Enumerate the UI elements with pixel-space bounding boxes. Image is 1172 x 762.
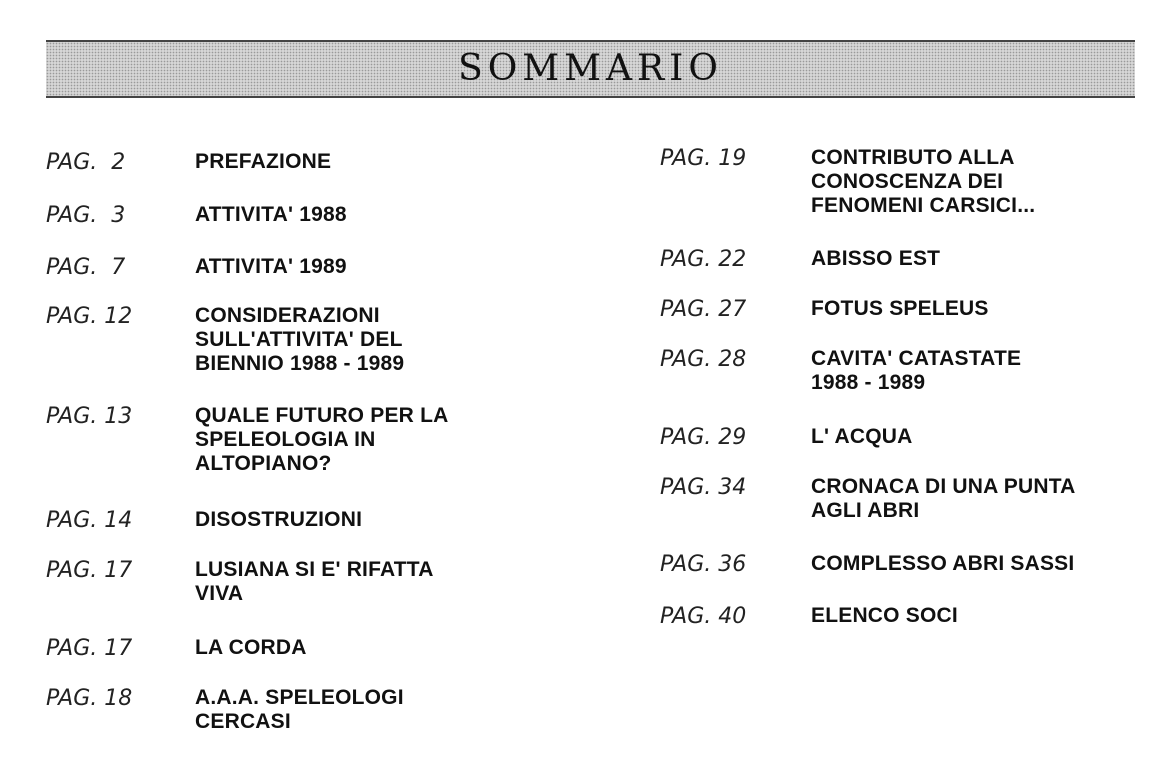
toc-title-line: CONTRIBUTO ALLA xyxy=(811,146,1015,169)
toc-title-line: DISOSTRUZIONI xyxy=(195,508,363,531)
toc-entry xyxy=(46,508,525,533)
toc-title-line: VIVA xyxy=(195,582,244,605)
toc-entry xyxy=(660,297,1151,322)
toc-page-ref: PAG. 13 xyxy=(46,404,133,429)
toc-page-ref: PAG. 29 xyxy=(660,425,747,450)
toc-title-line: CAVITA' CATASTATE xyxy=(811,347,1022,370)
toc-title-line: ATTIVITA' 1988 xyxy=(195,203,347,226)
toc-page-ref: PAG. 19 xyxy=(660,146,747,171)
toc-page-ref: PAG. 36 xyxy=(660,552,747,577)
toc-page-ref: PAG. 12 xyxy=(46,304,133,329)
toc-title-line: FENOMENI CARSICI... xyxy=(811,194,1036,217)
toc-title-line: CONOSCENZA DEI xyxy=(811,170,1004,193)
toc-title-line: ELENCO SOCI xyxy=(811,604,958,627)
toc-entry-title xyxy=(811,247,1151,271)
toc-entry-title xyxy=(195,636,525,660)
toc-title-line: LA CORDA xyxy=(195,636,307,659)
toc-entry-title xyxy=(195,255,525,279)
toc-title-line: QUALE FUTURO PER LA xyxy=(195,404,449,427)
toc-entry xyxy=(660,425,1151,450)
toc-entry-title xyxy=(811,347,1151,395)
toc-title-line: A.A.A. SPELEOLOGI xyxy=(195,686,404,709)
toc-title-line: LUSIANA SI E' RIFATTA xyxy=(195,558,434,581)
toc-title-line: ATTIVITA' 1989 xyxy=(195,255,347,278)
toc-page-ref: PAG. 17 xyxy=(46,558,133,583)
toc-entry-title xyxy=(811,146,1151,218)
toc-title-line: PREFAZIONE xyxy=(195,150,332,173)
toc-entry-title xyxy=(811,297,1151,321)
toc-page-ref: PAG. 3 xyxy=(46,203,126,228)
toc-page-ref: PAG. 27 xyxy=(660,297,747,322)
toc-title-line: CONSIDERAZIONI xyxy=(195,304,380,327)
toc-page-ref: PAG. 28 xyxy=(660,347,747,372)
toc-entry-title xyxy=(195,304,525,376)
title-banner xyxy=(46,40,1135,98)
toc-title-line: L' ACQUA xyxy=(811,425,913,448)
toc-entry-title xyxy=(195,150,525,174)
toc-entry-title xyxy=(811,475,1151,523)
toc-entry-title xyxy=(811,552,1151,576)
toc-title-line: ABISSO EST xyxy=(811,247,941,270)
toc-entry xyxy=(46,203,525,228)
toc-title-line: SULL'ATTIVITA' DEL xyxy=(195,328,403,351)
toc-entry-title xyxy=(195,686,525,734)
toc-title-line: COMPLESSO ABRI SASSI xyxy=(811,552,1075,575)
toc-page-ref: PAG. 22 xyxy=(660,247,747,272)
toc-title-line: CRONACA DI UNA PUNTA xyxy=(811,475,1076,498)
toc-page-ref: PAG. 17 xyxy=(46,636,133,661)
toc-page-ref: PAG. 18 xyxy=(46,686,133,711)
toc-entry xyxy=(46,404,525,476)
toc-title-line: CERCASI xyxy=(195,710,291,733)
toc-title-line: BIENNIO 1988 - 1989 xyxy=(195,352,405,375)
toc-page-ref: PAG. 14 xyxy=(46,508,133,533)
toc-entry xyxy=(46,636,525,661)
toc-entry xyxy=(46,255,525,280)
toc-entry xyxy=(660,247,1151,272)
toc-entry-title xyxy=(195,203,525,227)
toc-title-line: ALTOPIANO? xyxy=(195,452,332,475)
toc-entry-title xyxy=(195,508,525,532)
toc-entry xyxy=(660,475,1151,523)
toc-entry xyxy=(46,558,525,606)
toc-entry xyxy=(660,604,1151,629)
toc-entry-title xyxy=(195,558,525,606)
toc-entry-title xyxy=(811,425,1151,449)
toc-entry-title xyxy=(811,604,1151,628)
toc-page-ref: PAG. 2 xyxy=(46,150,126,175)
toc-entry-title xyxy=(195,404,525,476)
toc-page-ref: PAG. 7 xyxy=(46,255,126,280)
toc-entry xyxy=(660,552,1151,577)
toc-title-line: SPELEOLOGIA IN xyxy=(195,428,376,451)
toc-entry xyxy=(46,150,525,175)
toc-entry xyxy=(660,146,1151,218)
toc-entry xyxy=(46,304,525,376)
toc-title-line: AGLI ABRI xyxy=(811,499,920,522)
toc-entry xyxy=(660,347,1151,395)
page-title: SOMMARIO xyxy=(458,48,723,89)
toc-title-line: 1988 - 1989 xyxy=(811,371,926,394)
toc-page-ref: PAG. 34 xyxy=(660,475,747,500)
toc-title-line: FOTUS SPELEUS xyxy=(811,297,989,320)
toc-entry xyxy=(46,686,525,734)
toc-page-ref: PAG. 40 xyxy=(660,604,747,629)
